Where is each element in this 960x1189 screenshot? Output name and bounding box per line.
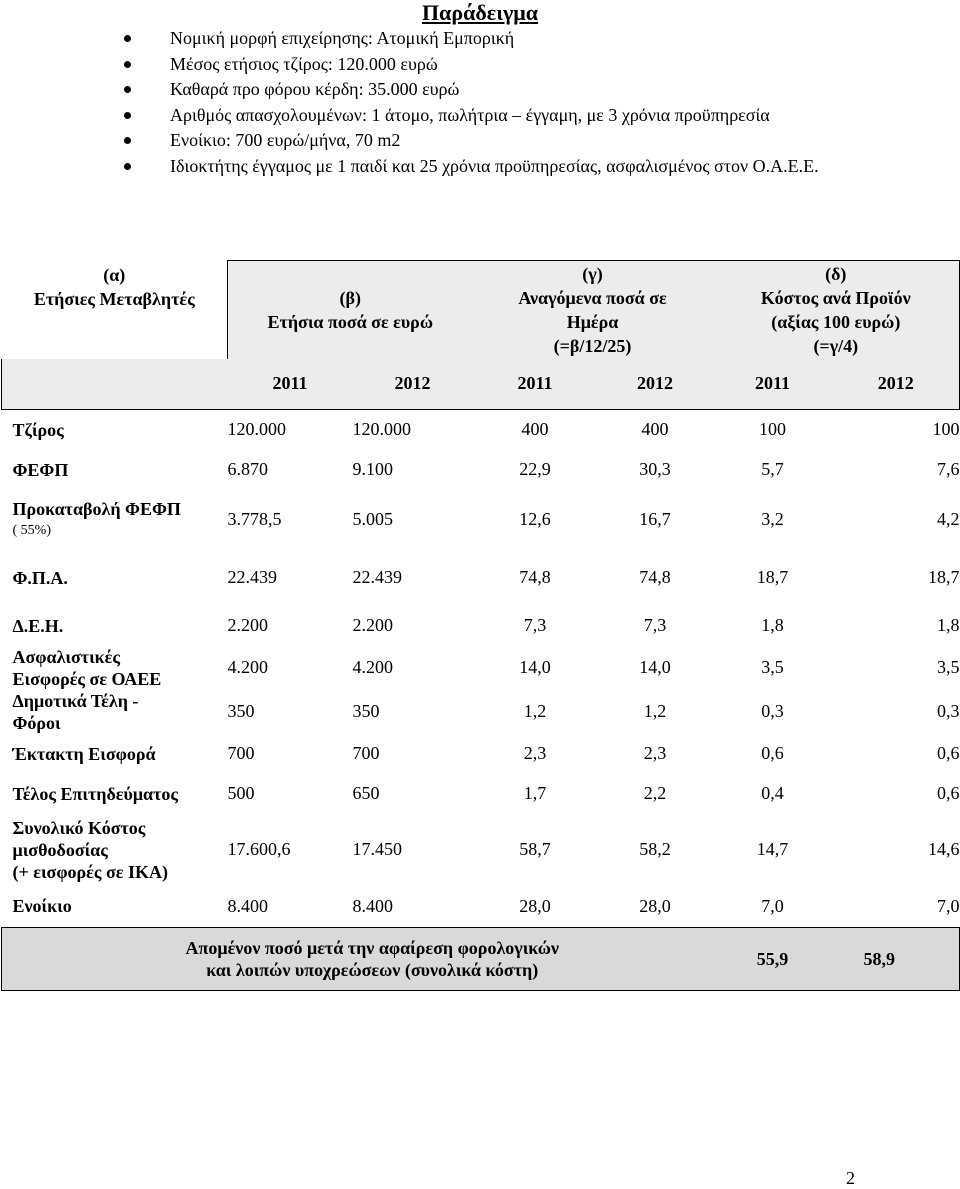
row-label-line: Τζίρος — [12, 419, 64, 440]
row-value: 2,3 — [523, 743, 547, 763]
row-value: 2,2 — [643, 783, 667, 803]
year-cell: 2011 — [228, 359, 353, 410]
row-value: 14,0 — [519, 657, 551, 677]
row-value: 14,6 — [928, 839, 960, 859]
row-label — [2, 550, 228, 606]
row-label-line: Προκαταβολή ΦΕΦΠ — [12, 498, 181, 519]
row-value: 16,7 — [639, 509, 671, 529]
row-value: 700 — [352, 743, 380, 763]
row-value: 4,2 — [937, 509, 960, 529]
row-value: 18,7 — [928, 567, 960, 587]
total-label-line: και λοιπών υποχρεώσεων (συνολικά κόστη) — [206, 960, 539, 980]
header-cost-per-product — [713, 261, 960, 359]
row-value: 6.870 — [227, 459, 268, 479]
row-label — [2, 690, 228, 734]
row-value: 28,0 — [639, 895, 671, 916]
year-row-spacer — [2, 359, 228, 410]
row-label-line: Εισφορές σε ΟΑΕΕ — [12, 668, 162, 689]
row-value: 18,7 — [756, 567, 789, 587]
row-value: 4.200 — [352, 657, 393, 677]
year-cell: 2012 — [353, 359, 473, 410]
row-label-line: ( 55%) — [12, 522, 51, 538]
row-label-line: μισθοδοσίας — [12, 839, 108, 860]
table-row — [2, 550, 960, 606]
cost-table — [1, 260, 960, 991]
row-label-line: ΦΕΦΠ — [12, 459, 69, 480]
row-label-line: (+ εισφορές σε ΙΚΑ) — [12, 861, 168, 882]
bullet-item: Ενοίκιο: 700 ευρώ/μήνα, 70 m2 — [120, 128, 880, 154]
row-value: 2,3 — [643, 743, 667, 763]
row-value: 0,6 — [937, 783, 960, 803]
row-value: 30,3 — [639, 459, 671, 479]
row-label — [2, 646, 228, 690]
row-label-line: Δημοτικά Τέλη - — [12, 690, 139, 711]
row-value: 3,5 — [761, 657, 784, 677]
row-value: 400 — [521, 419, 549, 439]
header-text: Αναγόμενα ποσά σε — [518, 287, 667, 308]
total-label-line: Απομένον ποσό μετά την αφαίρεση φορολογικών — [185, 938, 559, 958]
row-value: 1,8 — [937, 615, 960, 635]
table-row — [2, 490, 960, 550]
row-value: 1,8 — [761, 615, 784, 635]
row-label — [2, 734, 228, 774]
header-text: (γ) — [582, 263, 603, 284]
row-value: 7,3 — [523, 615, 547, 635]
row-value: 14,0 — [639, 657, 671, 677]
header-annual-amounts — [228, 261, 473, 359]
row-value: 0,6 — [761, 743, 784, 763]
row-value: 100 — [759, 419, 787, 439]
table-row — [2, 774, 960, 814]
row-value: 2.200 — [352, 615, 393, 635]
row-value: 17.600,6 — [227, 839, 291, 859]
row-value: 8.400 — [227, 895, 268, 916]
total-value-2012: 58,9 — [833, 928, 960, 991]
header-text: Ετήσιες Μεταβλητές — [33, 288, 195, 309]
row-value: 1,2 — [523, 701, 547, 721]
row-value: 3,2 — [761, 509, 784, 529]
row-value: 4.200 — [227, 657, 268, 677]
table-row — [2, 734, 960, 774]
header-text: Ημέρα — [566, 311, 619, 332]
row-value: 14,7 — [756, 839, 789, 859]
row-value: 350 — [227, 701, 255, 721]
row-label-line: Ασφαλιστικές — [12, 646, 120, 667]
header-text: (α) — [103, 264, 126, 285]
bullet-item: Ιδιοκτήτης έγγαμος με 1 παιδί και 25 χρόνια προϋπηρεσίας, ασφαλισμένος στον Ο.Α.Ε.Ε. — [120, 154, 880, 180]
row-value: 28,0 — [519, 895, 551, 916]
row-value: 350 — [352, 701, 380, 721]
row-value: 7,0 — [761, 895, 784, 916]
table-row — [2, 409, 960, 450]
row-label — [2, 606, 228, 646]
header-text: Κόστος ανά Προϊόν — [760, 287, 911, 308]
year-cell: 2011 — [473, 359, 598, 410]
row-value: 500 — [227, 783, 255, 803]
row-label — [2, 409, 228, 450]
row-label-line: Έκτακτη Εισφορά — [12, 743, 156, 764]
table-row — [2, 646, 960, 690]
table-header-row — [2, 261, 960, 359]
total-value-2011: 55,9 — [713, 928, 833, 991]
total-label — [2, 928, 713, 991]
header-text: (=γ/4) — [813, 335, 859, 356]
year-cell: 2012 — [833, 359, 960, 410]
row-value: 5.005 — [352, 509, 393, 529]
header-text: (=β/12/25) — [553, 335, 632, 356]
row-value: 12,6 — [519, 509, 551, 529]
table-row — [2, 886, 960, 928]
table-row — [2, 450, 960, 490]
table-row — [2, 606, 960, 646]
row-label — [2, 774, 228, 814]
row-label — [2, 886, 228, 928]
row-label-line: Ενοίκιο — [12, 896, 72, 917]
header-text: Ετήσια ποσά σε ευρώ — [267, 311, 433, 332]
header-daily-amounts — [473, 261, 713, 359]
year-cell: 2011 — [713, 359, 833, 410]
row-value: 0,6 — [937, 743, 960, 763]
row-value: 7,3 — [643, 615, 667, 635]
row-value: 120.000 — [352, 419, 411, 439]
row-value: 17.450 — [352, 839, 402, 859]
header-text: (δ) — [825, 263, 847, 284]
row-label-line: Τέλος Επιτηδεύματος — [12, 783, 178, 804]
year-cell: 2012 — [598, 359, 713, 410]
total-row — [2, 928, 960, 991]
row-label-line: Φ.Π.Α. — [12, 567, 68, 588]
row-value: 8.400 — [352, 895, 393, 916]
row-value: 3.778,5 — [227, 509, 282, 529]
row-value: 120.000 — [227, 419, 286, 439]
row-value: 5,7 — [761, 459, 784, 479]
bullet-item: Μέσος ετήσιος τζίρος: 120.000 ευρώ — [120, 52, 880, 78]
table-row — [2, 690, 960, 734]
bullet-item: Νομική μορφή επιχείρησης: Ατομική Εμπορική — [120, 26, 880, 52]
row-value: 58,7 — [519, 839, 551, 859]
row-value: 22.439 — [352, 567, 402, 587]
row-value: 3,5 — [937, 657, 960, 677]
header-text: (β) — [339, 287, 361, 308]
row-value: 0,3 — [761, 701, 784, 721]
row-label — [2, 490, 228, 550]
bullet-item: Αριθμός απασχολουμένων: 1 άτομο, πωλήτρια – έγγαμη, με 3 χρόνια προϋπηρεσία — [120, 103, 880, 129]
row-value: 1,2 — [643, 701, 667, 721]
table-row — [2, 814, 960, 886]
bullet-item: Καθαρά προ φόρου κέρδη: 35.000 ευρώ — [120, 77, 880, 103]
row-value: 100 — [932, 419, 960, 439]
row-value: 7,6 — [937, 459, 960, 479]
row-value: 650 — [352, 783, 380, 803]
row-value: 58,2 — [639, 839, 671, 859]
row-value: 1,7 — [523, 783, 547, 803]
page-title: Παράδειγμα — [421, 0, 539, 25]
row-label-line: Συνολικό Κόστος — [12, 817, 146, 838]
header-annual-variables — [2, 261, 228, 359]
row-label-line: Δ.Ε.Η. — [12, 615, 64, 636]
row-value: 7,0 — [937, 895, 960, 916]
bullet-list — [120, 26, 880, 180]
row-value: 74,8 — [639, 567, 671, 587]
row-value: 74,8 — [519, 567, 551, 587]
year-row — [2, 359, 960, 410]
row-label — [2, 814, 228, 886]
row-value: 22.439 — [227, 567, 277, 587]
row-value: 0,4 — [761, 783, 784, 803]
table-body — [2, 409, 960, 928]
row-label-line: Φόροι — [12, 712, 61, 733]
header-text: (αξίας 100 ευρώ) — [771, 311, 901, 332]
page-number: 2 — [846, 1168, 855, 1188]
row-value: 700 — [227, 743, 255, 763]
row-value: 22,9 — [519, 459, 551, 479]
row-value: 9.100 — [352, 459, 393, 479]
row-label — [2, 450, 228, 490]
row-value: 400 — [641, 419, 669, 439]
row-value: 0,3 — [937, 701, 960, 721]
row-value: 2.200 — [227, 615, 268, 635]
